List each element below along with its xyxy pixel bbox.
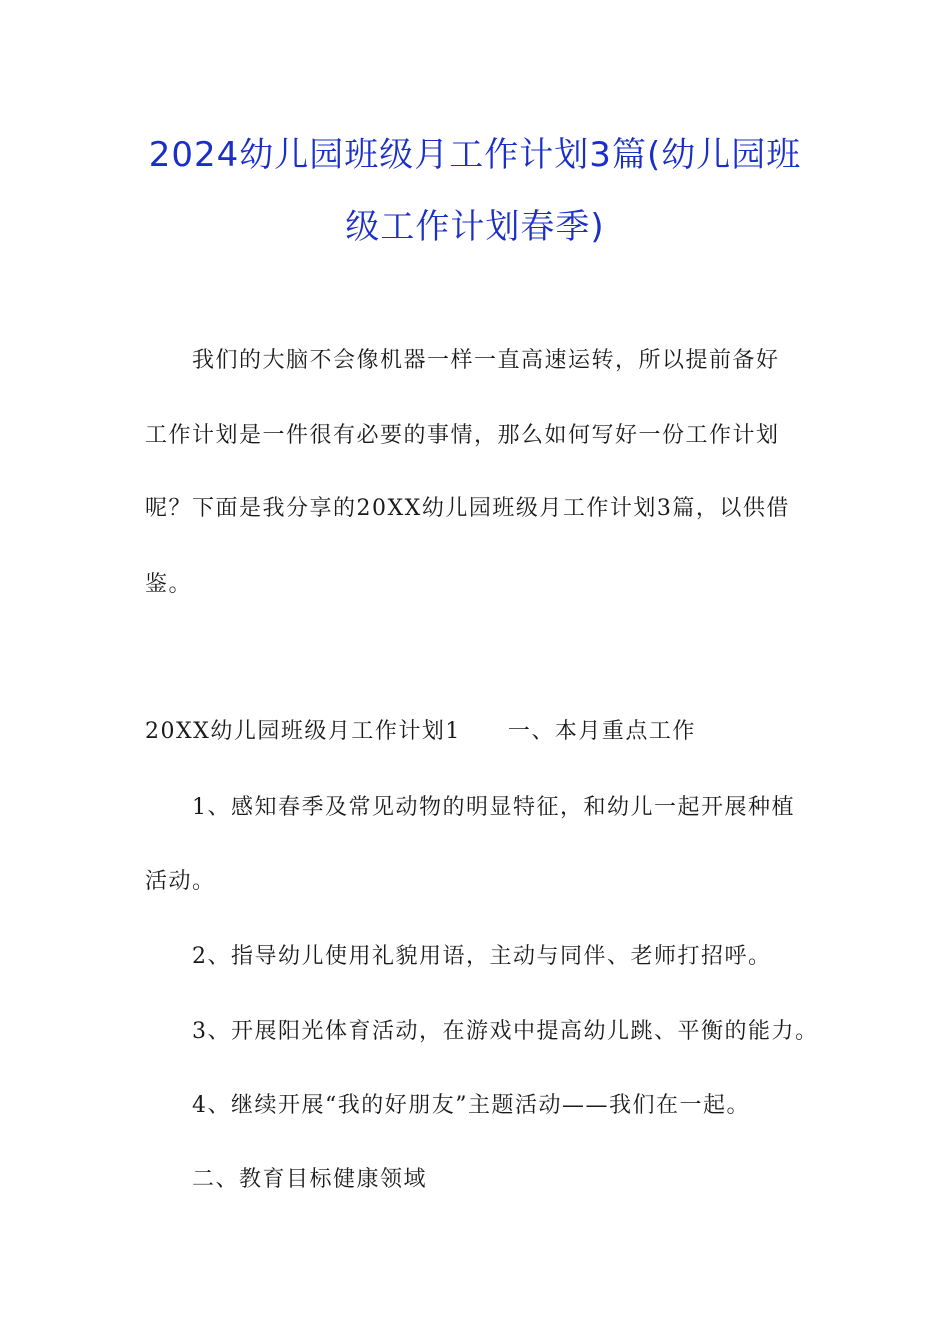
sub-heading: 二、教育目标健康领域 [192,1167,428,1192]
section-heading: 20XX幼儿园班级月工作计划1 一、本月重点工作 [145,719,696,744]
intro-line-1: 我们的大脑不会像机器一样一直高速运转，所以提前备好 [192,348,780,373]
intro-line-4: 鉴。 [145,572,193,597]
item-3: 3、开展阳光体育活动，在游戏中提高幼儿跳、平衡的能力。 [192,1019,819,1044]
item-1-line-1: 1、感知春季及常见动物的明显特征，和幼儿一起开展种植 [192,795,795,820]
item-2: 2、指导幼儿使用礼貌用语，主动与同伴、老师打招呼。 [192,944,772,969]
item-1-line-2: 活动。 [145,869,216,894]
item-4: 4、继续开展“我的好朋友”主题活动——我们在一起。 [192,1093,750,1118]
document-title-line-1: 2024幼儿园班级月工作计划3篇(幼儿园班 [148,135,802,175]
intro-line-2: 工作计划是一件很有必要的事情，那么如何写好一份工作计划 [145,423,780,448]
document-title-line-2: 级工作计划春季) [345,207,605,247]
intro-line-3: 呢？下面是我分享的20XX幼儿园班级月工作计划3篇，以供借 [145,496,790,521]
